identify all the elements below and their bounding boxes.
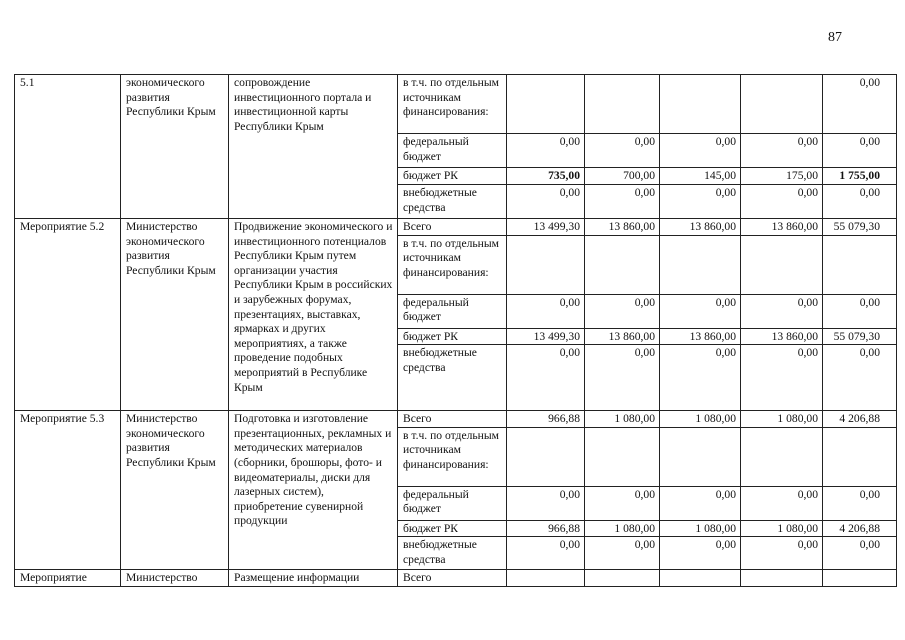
total-cell (823, 427, 897, 486)
table-row (15, 219, 897, 236)
funding-source-cell: в т.ч. по отдельным источникам финансирования: (398, 75, 507, 134)
budget-table (14, 74, 897, 587)
value-cell: 0,00 (585, 134, 660, 168)
value-cell: 0,00 (660, 345, 741, 411)
total-cell: 0,00 (823, 134, 897, 168)
total-cell: 0,00 (823, 486, 897, 520)
total-cell: 4 206,88 (823, 520, 897, 537)
funding-source-cell: внебюджетные средства (398, 537, 507, 570)
activity-description-cell: сопровождение инвестиционного портала и инвестиционной карты Республики Крым (229, 75, 398, 219)
value-cell: 0,00 (585, 345, 660, 411)
value-cell: 1 080,00 (741, 520, 823, 537)
total-cell (823, 570, 897, 587)
value-cell: 0,00 (741, 345, 823, 411)
value-cell: 1 080,00 (585, 520, 660, 537)
total-cell: 0,00 (823, 75, 897, 134)
value-cell: 0,00 (660, 134, 741, 168)
page-number: 87 (828, 30, 842, 45)
table-row (15, 570, 897, 587)
funding-source-cell: Всего (398, 411, 507, 428)
value-cell (585, 570, 660, 587)
funding-source-cell: Всего (398, 570, 507, 587)
value-cell: 0,00 (507, 537, 585, 570)
value-cell (507, 570, 585, 587)
activity-number-cell: Мероприятие (15, 570, 121, 587)
funding-source-cell: в т.ч. по отдельным источникам финансирования: (398, 235, 507, 294)
value-cell: 0,00 (507, 294, 585, 328)
activity-number-cell: 5.1 (15, 75, 121, 219)
table-row (15, 75, 897, 134)
total-cell: 0,00 (823, 294, 897, 328)
value-cell: 145,00 (660, 168, 741, 185)
value-cell (660, 570, 741, 587)
table-row (15, 411, 897, 428)
value-cell: 966,88 (507, 520, 585, 537)
activity-description-cell: Подготовка и изготовление презентационных, рекламных и методических материалов (сборники, брошюры, фото- и видеоматериалы, диски для лазерных систем), приобретение сувенирной продукции (229, 411, 398, 570)
total-cell: 0,00 (823, 537, 897, 570)
value-cell: 735,00 (507, 168, 585, 185)
responsible-cell: Министерство экономического развития Республики Крым (121, 411, 229, 570)
funding-source-cell: внебюджетные средства (398, 345, 507, 411)
value-cell: 13 860,00 (660, 328, 741, 345)
value-cell (585, 75, 660, 134)
activity-number-cell: Мероприятие 5.3 (15, 411, 121, 570)
funding-source-cell: бюджет РК (398, 328, 507, 345)
value-cell: 0,00 (660, 537, 741, 570)
value-cell: 13 499,30 (507, 328, 585, 345)
value-cell: 0,00 (741, 486, 823, 520)
value-cell: 0,00 (585, 486, 660, 520)
value-cell: 0,00 (585, 294, 660, 328)
value-cell: 0,00 (660, 486, 741, 520)
value-cell: 1 080,00 (585, 411, 660, 428)
value-cell (660, 75, 741, 134)
value-cell: 1 080,00 (660, 520, 741, 537)
value-cell: 0,00 (507, 486, 585, 520)
value-cell: 700,00 (585, 168, 660, 185)
value-cell: 0,00 (741, 185, 823, 219)
responsible-cell: Министерство (121, 570, 229, 587)
value-cell: 0,00 (741, 294, 823, 328)
funding-source-cell: федеральный бюджет (398, 134, 507, 168)
value-cell: 0,00 (507, 185, 585, 219)
value-cell (507, 427, 585, 486)
funding-source-cell: федеральный бюджет (398, 294, 507, 328)
value-cell (585, 235, 660, 294)
total-cell: 4 206,88 (823, 411, 897, 428)
responsible-cell: экономического развития Республики Крым (121, 75, 229, 219)
value-cell (741, 570, 823, 587)
responsible-cell: Министерство экономического развития Республики Крым (121, 219, 229, 411)
value-cell: 0,00 (660, 185, 741, 219)
funding-source-cell: внебюджетные средства (398, 185, 507, 219)
value-cell: 1 080,00 (660, 411, 741, 428)
value-cell: 0,00 (507, 345, 585, 411)
funding-source-cell: федеральный бюджет (398, 486, 507, 520)
value-cell (741, 427, 823, 486)
value-cell (585, 427, 660, 486)
value-cell: 13 860,00 (660, 219, 741, 236)
total-cell: 55 079,30 (823, 328, 897, 345)
value-cell (507, 235, 585, 294)
value-cell: 13 860,00 (585, 219, 660, 236)
value-cell: 13 860,00 (741, 219, 823, 236)
value-cell (660, 427, 741, 486)
total-cell: 1 755,00 (823, 168, 897, 185)
value-cell (741, 75, 823, 134)
value-cell: 1 080,00 (741, 411, 823, 428)
value-cell (507, 75, 585, 134)
value-cell: 0,00 (585, 185, 660, 219)
value-cell: 13 499,30 (507, 219, 585, 236)
funding-source-cell: Всего (398, 219, 507, 236)
funding-source-cell: бюджет РК (398, 168, 507, 185)
value-cell: 13 860,00 (741, 328, 823, 345)
activity-number-cell: Мероприятие 5.2 (15, 219, 121, 411)
value-cell: 0,00 (507, 134, 585, 168)
funding-source-cell: бюджет РК (398, 520, 507, 537)
value-cell: 0,00 (660, 294, 741, 328)
total-cell: 0,00 (823, 185, 897, 219)
funding-source-cell: в т.ч. по отдельным источникам финансирования: (398, 427, 507, 486)
activity-description-cell: Размещение информации (229, 570, 398, 587)
total-cell (823, 235, 897, 294)
total-cell: 0,00 (823, 345, 897, 411)
value-cell: 0,00 (585, 537, 660, 570)
activity-description-cell: Продвижение экономического и инвестиционного потенциалов Республики Крым путем организации участия Республики Крым в российских и зарубежных форумах, презентациях, выставках, ярмарках и других мероприятиях, а также проведение подобных мероприятий в Республике Крым (229, 219, 398, 411)
value-cell: 175,00 (741, 168, 823, 185)
value-cell (741, 235, 823, 294)
value-cell: 966,88 (507, 411, 585, 428)
value-cell: 13 860,00 (585, 328, 660, 345)
value-cell (660, 235, 741, 294)
value-cell: 0,00 (741, 537, 823, 570)
value-cell: 0,00 (741, 134, 823, 168)
total-cell: 55 079,30 (823, 219, 897, 236)
